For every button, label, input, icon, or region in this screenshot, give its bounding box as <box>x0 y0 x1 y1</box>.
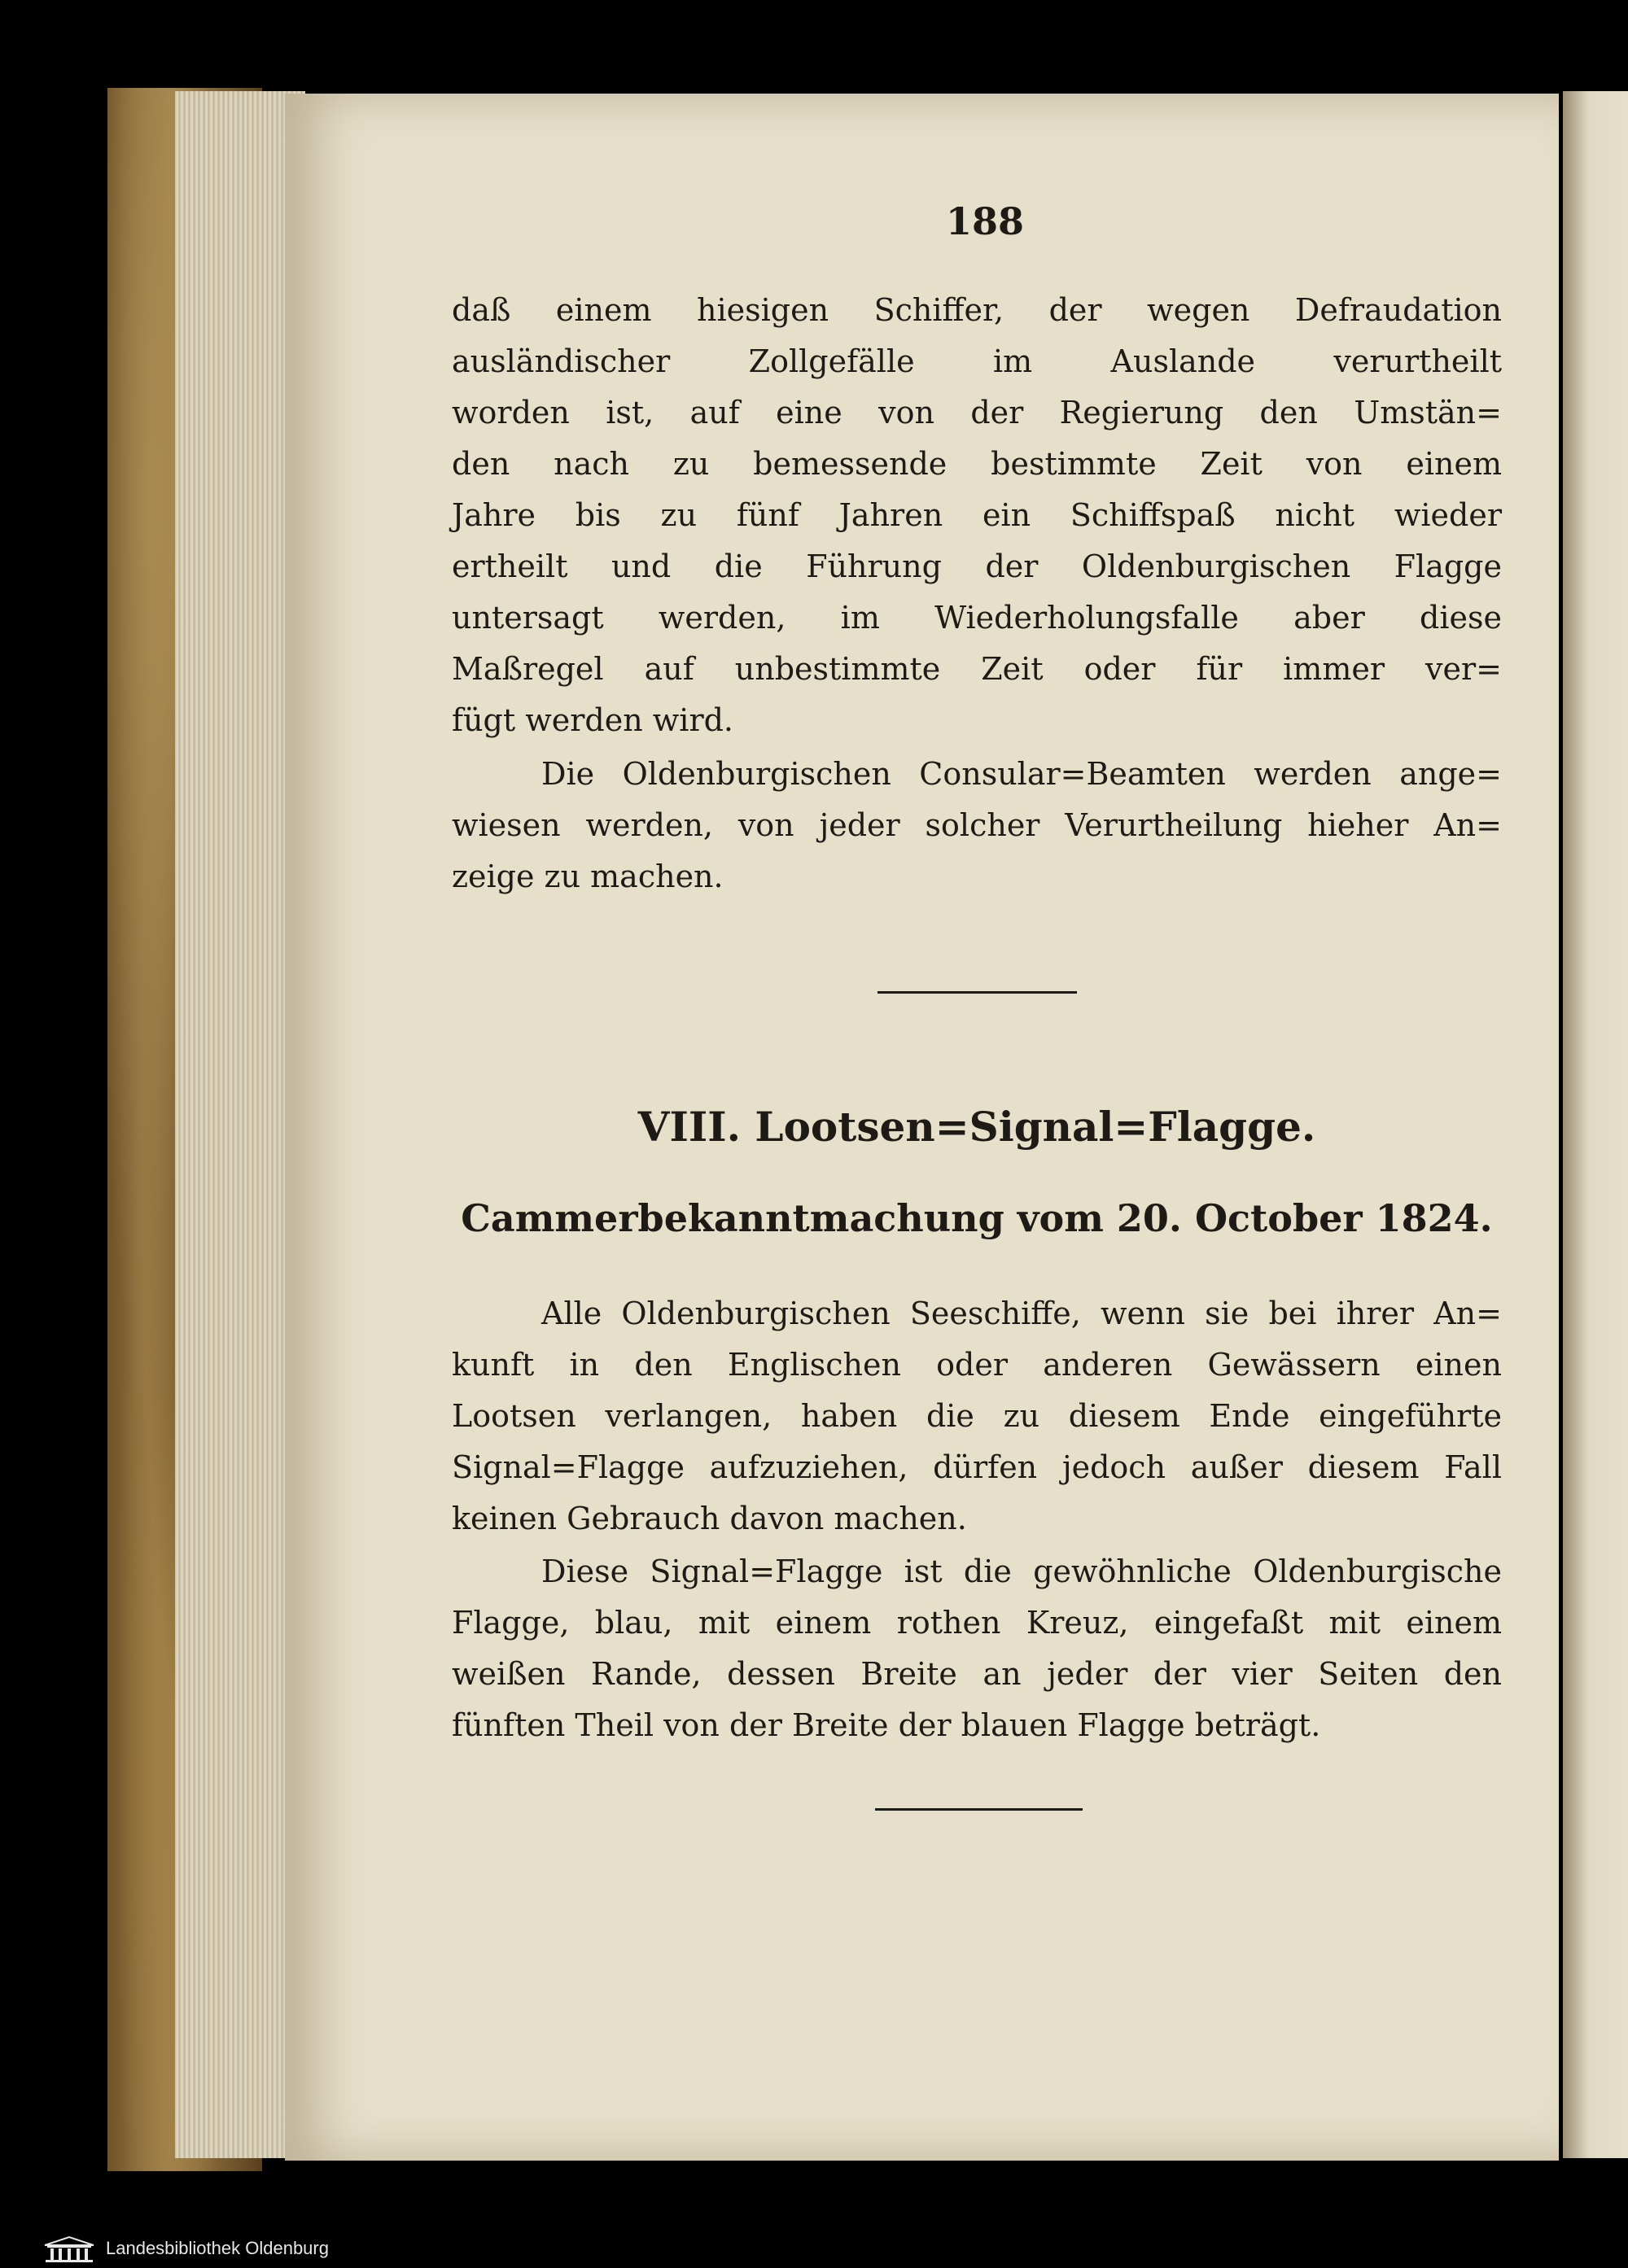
text-line: Diese Signal=Flagge ist die gewöhnliche Oldenburgische <box>541 1554 1502 1589</box>
text-line: ausländischer Zollgefälle im Auslande verurtheilt <box>452 343 1502 379</box>
text-line: worden ist, auf eine von der Regierung den Umstän= <box>452 395 1502 430</box>
text-line: Die Oldenburgischen Consular=Beamten werden ange= <box>541 756 1502 792</box>
subheading: Cammerbekanntmachung vom 20. October 1824. <box>461 1196 1493 1240</box>
text-line: Signal=Flagge aufzuziehen, dürfen jedoch außer diesem Fall <box>452 1449 1502 1485</box>
text-line: untersagt werden, im Wiederholungsfalle aber diese <box>452 600 1502 636</box>
text-line: zeige zu machen. <box>452 859 724 894</box>
library-building-icon <box>41 2235 98 2263</box>
text-line: keinen Gebrauch davon machen. <box>452 1501 967 1536</box>
library-name: Landesbibliothek Oldenburg <box>106 2238 329 2258</box>
text-line: fügt werden wird. <box>452 702 734 738</box>
paragraph-2 <box>452 749 1502 902</box>
paragraph-4 <box>452 1546 1502 1751</box>
section-divider <box>877 991 1077 994</box>
text-line: Jahre bis zu fünf Jahren ein Schiffspaß nicht wieder <box>452 497 1502 533</box>
text-line: ertheilt und die Führung der Oldenburgischen Flagge <box>452 548 1502 584</box>
text-line: wiesen werden, von jeder solcher Verurtheilung hieher An= <box>452 807 1502 843</box>
text-line: fünften Theil von der Breite der blauen Flagge beträgt. <box>452 1707 1321 1743</box>
text-line: Lootsen verlangen, haben die zu diesem Ende eingeführte <box>452 1398 1502 1434</box>
end-divider <box>875 1808 1083 1811</box>
facing-page-edge <box>1563 91 1628 2158</box>
text-line: den nach zu bemessende bestimmte Zeit von einem <box>452 446 1502 482</box>
text-line: daß einem hiesigen Schiffer, der wegen Defraudation <box>452 292 1502 328</box>
paragraph-3 <box>452 1288 1502 1545</box>
text-line: weißen Rande, dessen Breite an jeder der vier Seiten den <box>452 1656 1502 1692</box>
page-number: 188 <box>945 199 1025 243</box>
text-line: Maßregel auf unbestimmte Zeit oder für immer ver= <box>452 651 1502 687</box>
section-heading: VIII. Lootsen=Signal=Flagge. <box>637 1103 1316 1151</box>
text-line: Alle Oldenburgischen Seeschiffe, wenn sie bei ihrer An= <box>541 1296 1502 1331</box>
text-line: Flagge, blau, mit einem rothen Kreuz, eingefaßt mit einem <box>452 1605 1502 1641</box>
paragraph-1 <box>452 285 1502 746</box>
text-line: kunft in den Englischen oder anderen Gewässern einen <box>452 1347 1502 1383</box>
